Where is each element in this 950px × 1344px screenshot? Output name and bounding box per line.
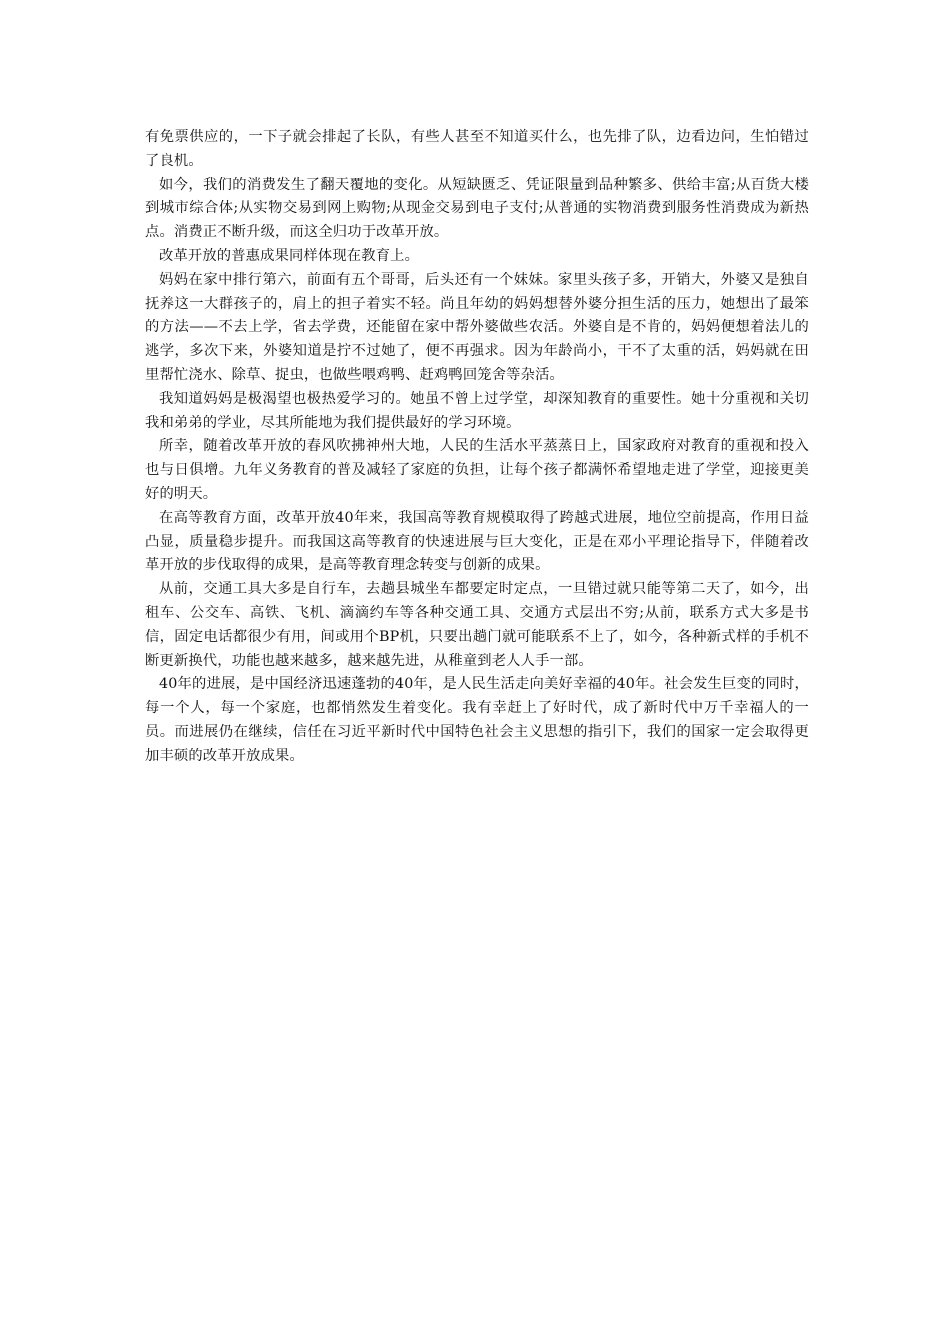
paragraph-5: 我知道妈妈是极渴望也极热爱学习的。她虽不曾上过学堂，却深知教育的重要性。她十分重视和关切我和弟弟的学业，尽其所能地为我们提供最好的学习环境。	[145, 390, 809, 431]
paragraph-2: 如今，我们的消费发生了翻天覆地的变化。从短缺匮乏、凭证限量到品种繁多、供给丰富;从百货大楼到城市综合体;从实物交易到网上购物;从现金交易到电子支付;从普通的实物消费到服务性消费成为新热点。消费正不断升级，而这全归功于改革开放。	[145, 176, 809, 241]
paragraph-9: 40年的进展，是中国经济迅速蓬勃的40年，是人民生活走向美好幸福的40年。社会发生巨变的同时，每一个人，每一个家庭，也都悄然发生着变化。我有幸赶上了好时代，成了新时代中万千幸福人的一员。而进展仍在继续，信任在习近平新时代中国特色社会主义思想的指引下，我们的国家一定会取得更加丰硕的改革开放成果。	[145, 676, 809, 764]
paragraph-1: 有免票供应的，一下子就会排起了长队，有些人甚至不知道买什么，也先排了队，边看边问，生怕错过了良机。	[145, 129, 809, 169]
article-body	[145, 126, 809, 769]
paragraph-3: 改革开放的普惠成果同样体现在教育上。	[159, 247, 420, 264]
paragraph-6: 所幸，随着改革开放的春风吹拂神州大地，人民的生活水平蒸蒸日上，国家政府对教育的重视和投入也与日俱增。九年义务教育的普及减轻了家庭的负担，让每个孩子都满怀希望地走进了学堂，迎接更美好的明天。	[145, 438, 809, 502]
paragraph-4: 妈妈在家中排行第六，前面有五个哥哥，后头还有一个妹妹。家里头孩子多，开销大，外婆又是独自抚养这一大群孩子的，肩上的担子着实不轻。尚且年幼的妈妈想替外婆分担生活的压力，她想出了最笨的方法——不去上学，省去学费，还能留在家中帮外婆做些农活。外婆自是不肯的，妈妈便想着法儿的逃学，多次下来，外婆知道是拧不过她了，便不再强求。因为年龄尚小，干不了太重的活，妈妈就在田里帮忙浇水、除草、捉虫，也做些喂鸡鸭、赶鸡鸭回笼舍等杂活。	[145, 271, 809, 383]
paragraph-7: 在高等教育方面，改革开放40年来，我国高等教育规模取得了跨越式进展，地位空前提高，作用日益凸显，质量稳步提升。而我国这高等教育的快速进展与巨大变化，正是在邓小平理论指导下，伴随着改革开放的步伐取得的成果，是高等教育理念转变与创新的成果。	[145, 509, 809, 574]
paragraph-8: 从前，交通工具大多是自行车，去趟县城坐车都要定时定点，一旦错过就只能等第二天了，如今，出租车、公交车、高铁、飞机、滴滴约车等各种交通工具、交通方式层出不穷;从前，联系方式大多是书信，固定电话都很少有用，间或用个BP机，只要出趟门就可能联系不上了，如今，各种新式样的手机不断更新换代，功能也越来越多，越来越先进，从稚童到老人人手一部。	[145, 581, 809, 669]
